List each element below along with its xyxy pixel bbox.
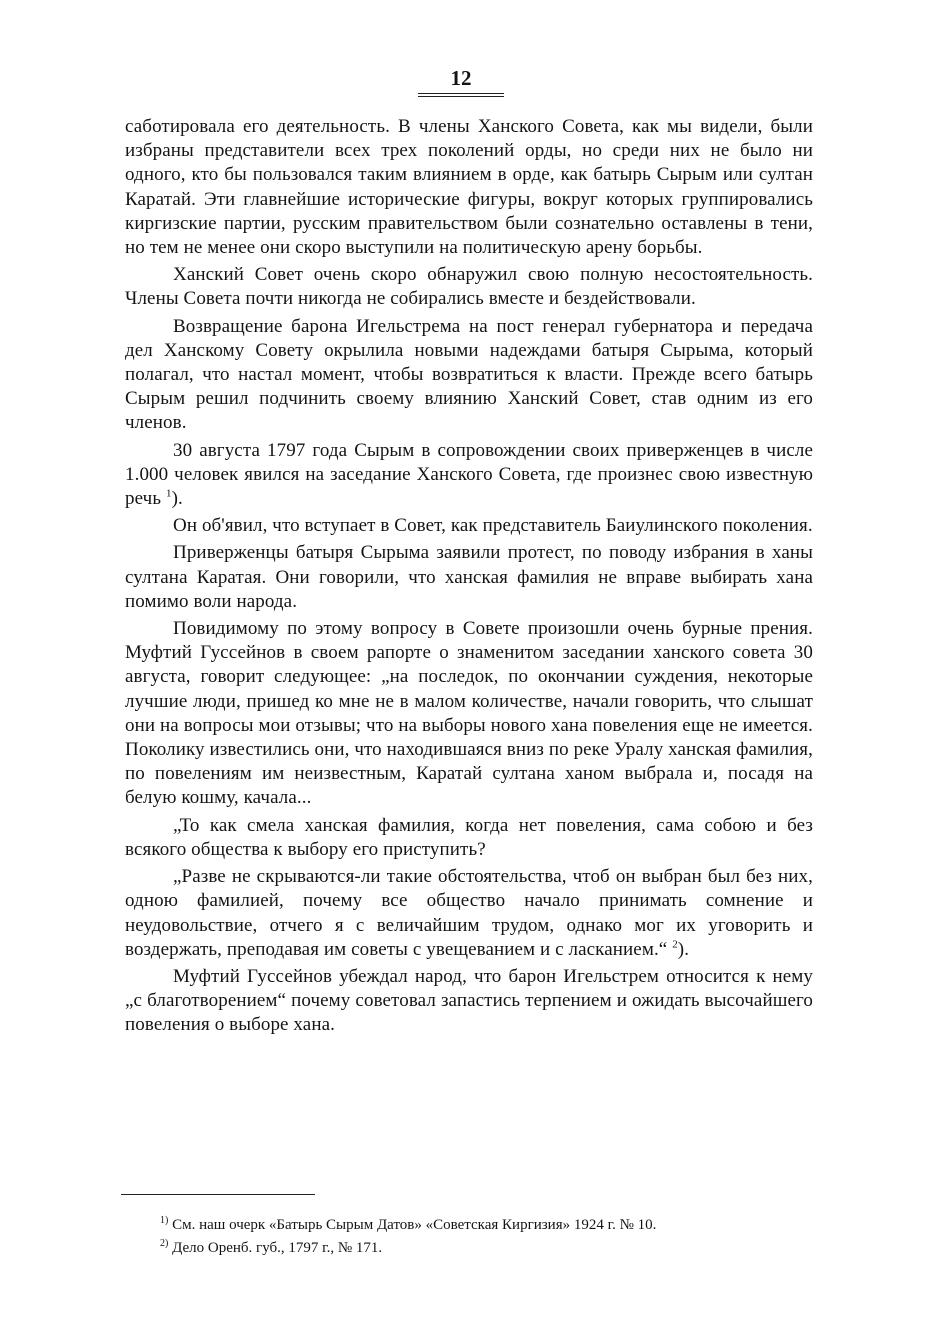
paragraph-2: Ханский Совет очень скоро обнаружил свою полную несостоятельность. Члены Совета почти никогда не собирались вместе и бездействовали. [125, 264, 813, 310]
footnote-ref-1-close: ). [171, 488, 183, 510]
body-text [125, 115, 813, 1038]
paragraph-4-text: 30 августа 1797 года Сырым в сопровождении своих приверженцев в числе 1.000 человек явился на заседание Ханского Совета, где произнес свою известную речь [125, 439, 813, 510]
page-number: 12 [450, 66, 472, 90]
paragraph-4 [125, 439, 813, 512]
footnote-2-mark: 2) [160, 1238, 169, 1249]
paragraph-8: „То как смела ханская фамилия, когда нет повеления, сама собою и без всякого общества к выбору его приступить? [125, 814, 813, 860]
footnote-1 [160, 1214, 820, 1237]
paragraph-7: Повидимому по этому вопросу в Совете произошли очень бурные прения. Муфтий Гуссейнов в своем рапорте о знаменитом заседании ханского совета 30 августа, говорит следующее: „на последок, по окончании суждения, некоторые лучшие люди, пришед ко мне не в малом количестве, начали говорить, что слышат они на вопросы мои отзывы; что на выборы нового хана повеления еще не имеется. Поколику известились они, что находившаяся вниз по реке Уралу ханская фамилия, по повелениям им неизвестным, Каратай султана ханом выбрала и, посадя на белую кошму, качала... [125, 618, 813, 809]
footnote-1-mark: 1) [160, 1215, 169, 1226]
paragraph-9-text: „Разве не скрываются-ли такие обстоятельства, чтоб он выбран был без них, одною фамилией, почему все общество начало принимать сомнение и неудовольствие, отчего я с величайшим трудом, однако мог их уговорить и воздержать, преподавая им советы с увещеванием и с ласканием.“ [125, 866, 813, 960]
paragraph-10: Муфтий Гуссейнов убеждал народ, что барон Игельстрем относится к нему „с благотворением“ почему советовал запастись терпением и ожидать высочайшего повеления о выборе хана. [125, 965, 813, 1036]
paragraph-9 [125, 865, 813, 962]
page-header [418, 66, 504, 97]
page-number-rule [418, 93, 504, 97]
footnote-ref-2: 2 [672, 938, 678, 951]
footnote-2-text: Дело Оренб. губ., 1797 г., № 171. [172, 1240, 383, 1256]
paragraph-5: Он об'явил, что вступает в Совет, как представитель Баиулинского поколения. [173, 515, 813, 537]
paragraph-3: Возвращение барона Игельстрема на пост генерал губернатора и передача дел Ханскому Совету окрылила новыми надеждами батыря Сырыма, который полагал, что настал момент, чтобы возвратиться к власти. Прежде всего батырь Сырым решил подчинить своему влиянию Ханский Совет, став одним из его членов. [125, 315, 813, 434]
paragraph-1: саботировала его деятельность. В члены Ханского Совета, как мы видели, были избраны представители всех трех поколений орды, но среди них не было ни одного, кто бы пользовался таким влиянием в орде, как батырь Сырым или султан Каратай. Эти главнейшие исторические фигуры, вокруг которых группировались киргизские партии, русским правительством были сознательно оставлены в тени, но тем не менее они скоро выступили на политическую арену борьбы. [125, 116, 813, 259]
footnote-1-text: См. наш очерк «Батырь Сырым Датов» «Советская Киргизия» 1924 г. № 10. [172, 1217, 657, 1233]
footnotes [160, 1214, 820, 1260]
footnote-ref-1: 1 [165, 487, 172, 500]
paragraph-6: Приверженцы батыря Сырыма заявили протест, по поводу избрания в ханы султана Каратая. Они говорили, что ханская фамилия не вправе выбирать хана помимо воли народа. [125, 542, 813, 612]
footnote-2 [160, 1237, 820, 1260]
footnote-ref-2-close: ). [677, 938, 690, 960]
footnote-separator [121, 1194, 315, 1195]
